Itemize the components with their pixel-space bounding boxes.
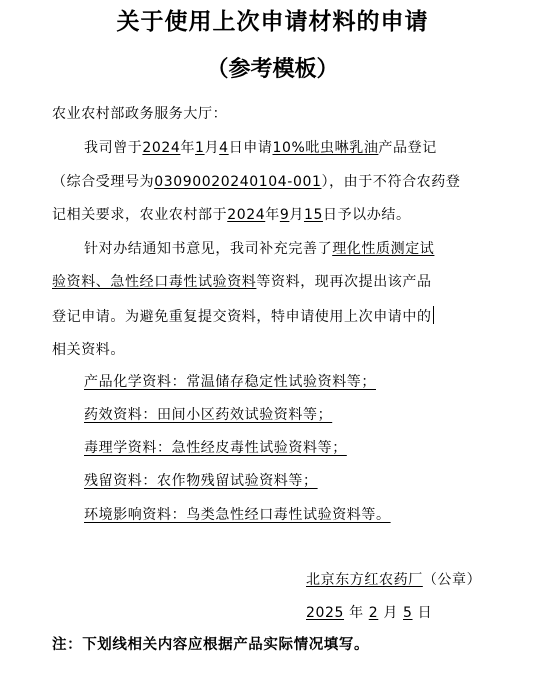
para1-text: （综合受理号为 [52, 174, 155, 190]
supplemented-materials: 理化性质测定试 [332, 241, 435, 257]
para2-line3 [52, 306, 434, 327]
attachment-item: 环境影响资料：鸟类急性经口毒性试验资料等。 [84, 507, 391, 523]
para1-text: 年 [265, 207, 280, 223]
para1-text: 日予以办结。 [322, 207, 411, 223]
date-unit: 日 [417, 605, 433, 621]
attachment-item: 药效资料：田间小区药效试验资料等； [84, 407, 333, 423]
para1-line1 [84, 138, 437, 158]
para1-text: 日申请 [228, 140, 273, 156]
product-name: 10%吡虫啉乳油 [272, 140, 379, 156]
closed-day: 15 [303, 207, 323, 223]
signature-date [306, 603, 432, 623]
seal-label: （公章） [422, 572, 482, 588]
sign-month: 2 [368, 605, 379, 621]
date-unit: 年 [349, 605, 364, 621]
addressee: 农业农村部政务服务大厅： [52, 106, 228, 122]
text-cursor [433, 306, 434, 324]
para1-line2 [52, 172, 460, 192]
document-title: 关于使用上次申请材料的申请 [116, 9, 429, 35]
para1-text: 月 [204, 140, 220, 156]
para2-line2 [52, 272, 432, 292]
attachment-item: 产品化学资料：常温储存稳定性试验资料等； [84, 374, 376, 390]
closed-month: 9 [279, 207, 290, 223]
attachment-item: 毒理学资料：急性经皮毒性试验资料等； [84, 440, 347, 456]
para1-text: 月 [289, 207, 304, 223]
applied-month: 1 [195, 140, 205, 156]
document-subtitle: （参考模板） [206, 57, 339, 82]
attachment-item: 残留资料：农作物残留试验资料等； [84, 473, 318, 489]
para1-text: 年 [180, 140, 196, 156]
para1-text: ），由于不符合农药登 [321, 174, 461, 190]
applied-day: 4 [219, 140, 229, 156]
closed-year: 2024 [227, 207, 266, 223]
date-unit: 月 [383, 605, 398, 621]
para2-text: 等资料，现再次提出该产品 [256, 274, 432, 290]
para1-text: 记相关要求，农业农村部于 [52, 207, 228, 223]
para2-text: 登记申请。为避免重复提交资料，特申请使用上次申请中的 [52, 309, 432, 325]
para2-line4: 相关资料。 [52, 342, 125, 358]
acceptance-number: 03090020240104-001 [154, 174, 322, 190]
sign-day: 5 [403, 605, 413, 621]
footnote: 注：下划线相关内容应根据产品实际情况填写。 [52, 637, 370, 653]
para2-text: 针对办结通知书意见，我司补充完善了 [84, 241, 333, 257]
supplemented-materials-cont: 验资料、急性经口毒性试验资料 [52, 274, 257, 290]
para1-text: 产品登记 [378, 140, 437, 156]
para1-text: 我司曾于 [84, 140, 143, 156]
company-name: 北京东方红农药厂 [306, 572, 423, 588]
applied-year: 2024 [142, 140, 181, 156]
sign-year: 2025 [306, 605, 345, 621]
signature-company-line [306, 570, 481, 590]
para2-line1 [84, 239, 434, 259]
para1-line3 [52, 205, 411, 225]
